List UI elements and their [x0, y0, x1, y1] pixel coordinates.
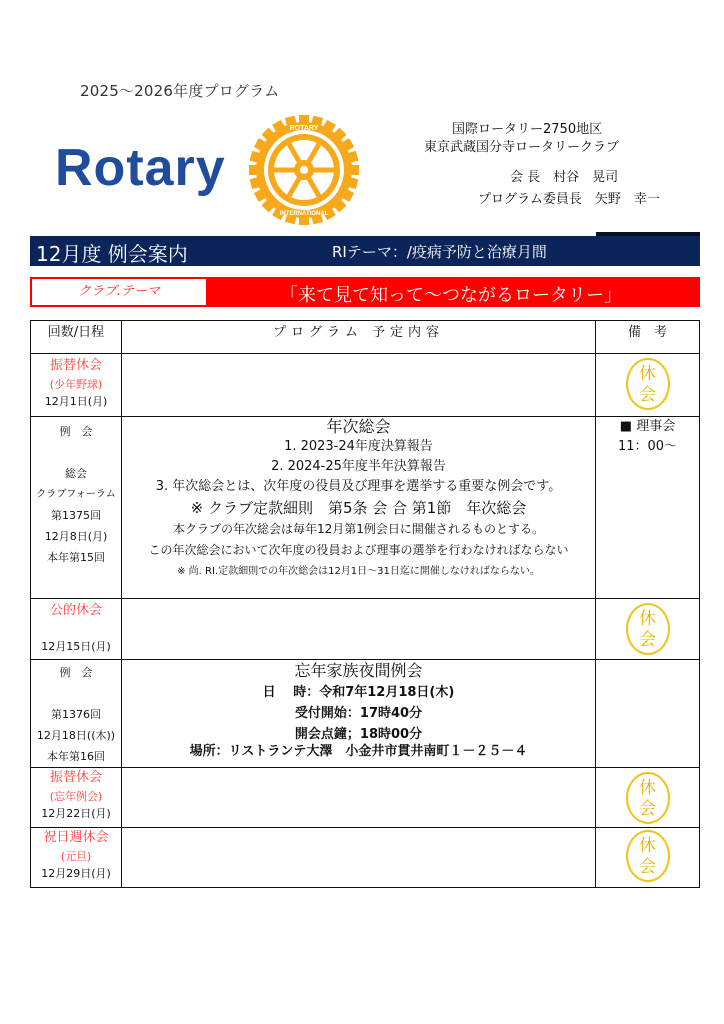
- notes-cell: [596, 660, 700, 768]
- holiday-stamp-icon: 休 会: [626, 830, 670, 882]
- holiday-stamp-icon: 休 会: [626, 772, 670, 824]
- holiday-title: 祝日週休会: [43, 830, 109, 845]
- notes-cell: [596, 354, 700, 417]
- holiday-stamp-icon: 休 会: [626, 358, 670, 410]
- reception-time: 受付開始：17時40分: [294, 706, 423, 721]
- table-row: [31, 417, 700, 599]
- date-cell: 例 会 総会 クラブフォーラム 第1375回 12月8日(月) 本年第15回: [31, 417, 122, 599]
- program-cell: [122, 417, 596, 599]
- bylaw-text: この年次総会において次年度の役員および理事の選挙を行わなければならない: [148, 543, 569, 557]
- table-row: [31, 660, 700, 768]
- bylaw-heading: ※ クラブ定款細則 第5条 会 合 第1節 年次総会: [190, 499, 527, 517]
- agenda-item: 1. 2023-24年度決算報告: [284, 439, 433, 454]
- holiday-stamp-icon: 休 会: [626, 603, 670, 655]
- venue: 場所：リストランテ大澤 小金井市貫井南町１－２５－４: [189, 744, 528, 759]
- program-cell: [122, 599, 596, 660]
- club-theme-banner: [30, 277, 700, 307]
- rotary-wheel-icon: [245, 115, 363, 225]
- program-cell: [122, 354, 596, 417]
- program-chair: プログラム委員長 矢野 幸一: [478, 192, 660, 207]
- ri-theme: RIテーマ：/疫病予防と治療月間: [332, 243, 547, 261]
- holiday-title: 振替休会: [49, 770, 102, 785]
- agenda-item: 3. 年次総会とは、次年度の役員及び理事を選挙する重要な例会です。: [155, 479, 562, 494]
- document-title: 2025～2026年度プログラム: [80, 82, 280, 100]
- header-date: 回数/日程: [31, 321, 122, 354]
- holiday-title: 公的休会: [49, 603, 102, 618]
- holiday-reason: (忘年例会): [49, 790, 103, 804]
- program-cell: [122, 768, 596, 828]
- svg-text:INTERNATIONAL: INTERNATIONAL: [279, 211, 329, 217]
- meeting-date: 12月1日(月): [44, 395, 108, 409]
- district: 国際ロータリー2750地区: [452, 122, 603, 137]
- notes-cell: [596, 599, 700, 660]
- svg-text:ROTARY: ROTARY: [289, 125, 319, 132]
- notes-cell: [596, 417, 700, 599]
- program-title: 年次総会: [326, 417, 391, 436]
- agenda-item: 2. 2024-25年度半年決算報告: [271, 459, 446, 474]
- schedule-table: [30, 320, 700, 888]
- table-row: [31, 599, 700, 660]
- club-name: 東京武蔵国分寺ロータリークラブ: [424, 140, 620, 155]
- bylaw-note: ※ 尚. RI.定款細則での年次総会は12月1日～31日迄に開催しなければならない。: [177, 566, 540, 577]
- rotary-wordmark: Rotary: [55, 139, 226, 197]
- date-cell: [31, 354, 122, 417]
- notes-cell: [596, 768, 700, 828]
- meeting-date: 12月15日(月): [41, 640, 111, 654]
- month-banner: [30, 236, 700, 266]
- holiday-reason: (少年野球): [49, 378, 103, 392]
- event-datetime: 日 時：令和7年12月18日(木): [262, 685, 455, 700]
- date-cell: [31, 599, 122, 660]
- board-meeting-label: ■ 理事会: [619, 419, 676, 434]
- table-row: [31, 828, 700, 888]
- president: 会 長 村谷 晃司: [510, 170, 619, 185]
- start-time: 開会点鐘；18時00分: [294, 727, 423, 742]
- date-cell: [31, 828, 122, 888]
- notes-cell: [596, 828, 700, 888]
- holiday-title: 振替休会: [49, 358, 102, 373]
- month-title: 12月度 例会案内: [36, 242, 188, 266]
- date-cell: [31, 768, 122, 828]
- meeting-date: 12月22日(月): [41, 807, 111, 821]
- table-row: [31, 354, 700, 417]
- club-theme-label: クラブ.テーマ: [30, 277, 208, 307]
- program-cell: [122, 660, 596, 768]
- holiday-reason: (元旦): [60, 850, 92, 864]
- date-cell: 例 会 第1376回 12月18日((木)) 本年第16回: [31, 660, 122, 768]
- board-meeting-time: 11：00～: [617, 439, 678, 454]
- bylaw-text: 本クラブの年次総会は毎年12月第1例会日に開催されるものとする。: [173, 522, 544, 536]
- program-cell: [122, 828, 596, 888]
- header-notes: 備 考: [596, 321, 700, 354]
- club-theme: 「来て見て知って～つながるロータリー」: [280, 285, 622, 306]
- meeting-date: 12月29日(月): [41, 867, 111, 881]
- header-program: プログラム 予定内容: [122, 321, 596, 354]
- table-header-row: [31, 321, 700, 354]
- program-title: 忘年家族夜間例会: [294, 661, 423, 680]
- table-row: [31, 768, 700, 828]
